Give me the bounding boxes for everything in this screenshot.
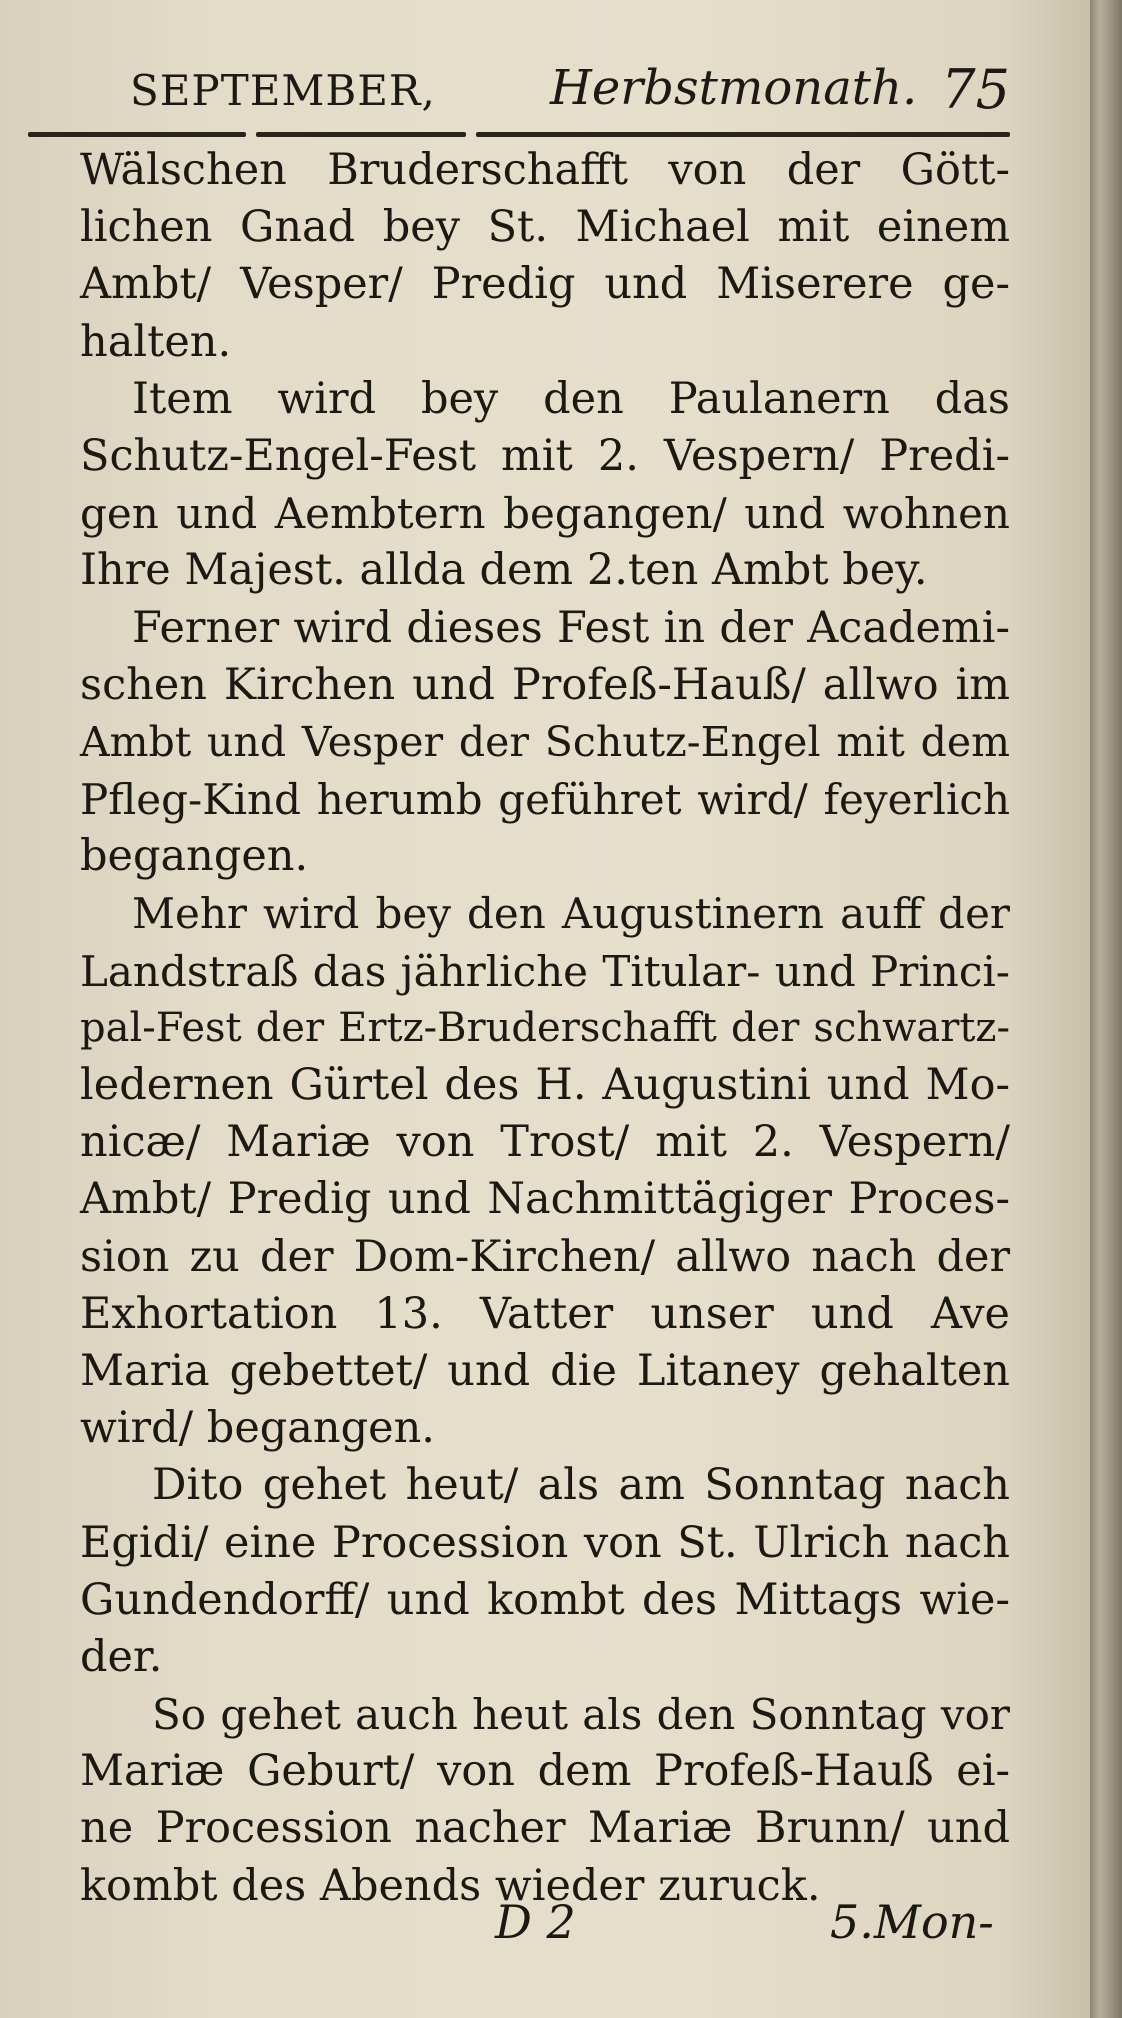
text-line: Dito gehet heut/ als am Sonntag nach bbox=[152, 1460, 1010, 1511]
text-line: halten. bbox=[80, 316, 232, 367]
text-line: Ambt/ Predig und Nachmittägiger Proces- bbox=[80, 1174, 1010, 1225]
text-line: begangen. bbox=[80, 831, 309, 882]
text-line: Ihre Majest. allda dem 2.ten Ambt bey. bbox=[80, 545, 928, 596]
text-line: sion zu der Dom-Kirchen/ allwo nach der bbox=[80, 1231, 1010, 1282]
text-line: Wälschen Bruderschafft von der Gött- bbox=[80, 145, 1010, 195]
text-line: kombt des Abends wieder zuruck. bbox=[80, 1860, 821, 1911]
text-line: Landstraß das jährliche Titular- und Princi- bbox=[80, 946, 1010, 996]
text-line: Ambt/ Vesper/ Predig und Miserere ge- bbox=[80, 259, 1010, 310]
text-line: Mehr wird bey den Augustinern auff der bbox=[132, 889, 1010, 939]
header-german-month: Herbstmonath. bbox=[550, 60, 918, 116]
text-line: schen Kirchen und Profeß-Hauß/ allwo im bbox=[80, 659, 1010, 710]
text-line: Egidi/ eine Procession von St. Ulrich nach bbox=[80, 1517, 1010, 1568]
text-line: Exhortation 13. Vatter unser und Ave bbox=[80, 1288, 1010, 1339]
text-line: ledernen Gürtel des H. Augustini und Mo- bbox=[80, 1060, 1010, 1110]
page-number: 75 bbox=[941, 58, 1010, 121]
text-line: Pfleg-Kind herumb geführet wird/ feyerlich bbox=[80, 775, 1010, 825]
signature-mark: D 2 bbox=[495, 1895, 576, 1949]
text-line: Schutz-Engel-Fest mit 2. Vespern/ Predi- bbox=[80, 430, 1010, 481]
text-line: ne Procession nacher Mariæ Brunn/ und bbox=[80, 1803, 1010, 1854]
catchword: 5.Mon- bbox=[830, 1895, 994, 1949]
text-line: der. bbox=[80, 1631, 163, 1682]
body-text bbox=[80, 142, 1010, 1915]
text-line: pal-Fest der Ertz-Bruderschafft der schwartz- bbox=[80, 1004, 1010, 1051]
text-line: gen und Aembtern begangen/ und wohnen bbox=[80, 489, 1010, 539]
text-line: Ferner wird dieses Fest in der Academi- bbox=[132, 602, 1010, 653]
header-rule-2 bbox=[256, 132, 466, 137]
text-line: Mariæ Geburt/ von dem Profeß-Hauß ei- bbox=[80, 1746, 1010, 1797]
header-rule-3 bbox=[476, 132, 1010, 137]
header-month: SEPTEMBER, bbox=[130, 66, 436, 115]
text-line: wird/ begangen. bbox=[80, 1403, 435, 1454]
text-line: Item wird bey den Paulanern das bbox=[132, 373, 1010, 424]
text-line: Gundendorff/ und kombt des Mittags wie- bbox=[80, 1574, 1010, 1625]
page-edge bbox=[1090, 0, 1122, 2018]
header-rule-1 bbox=[28, 132, 246, 137]
text-line: nicæ/ Mariæ von Trost/ mit 2. Vespern/ bbox=[80, 1117, 1010, 1168]
text-line: Ambt und Vesper der Schutz-Engel mit dem bbox=[80, 717, 1010, 766]
text-line: Maria gebettet/ und die Litaney gehalten bbox=[80, 1345, 1010, 1396]
text-line: lichen Gnad bey St. Michael mit einem bbox=[80, 202, 1010, 253]
text-line: So gehet auch heut als den Sonntag vor bbox=[152, 1690, 1010, 1740]
running-head bbox=[130, 58, 1010, 128]
